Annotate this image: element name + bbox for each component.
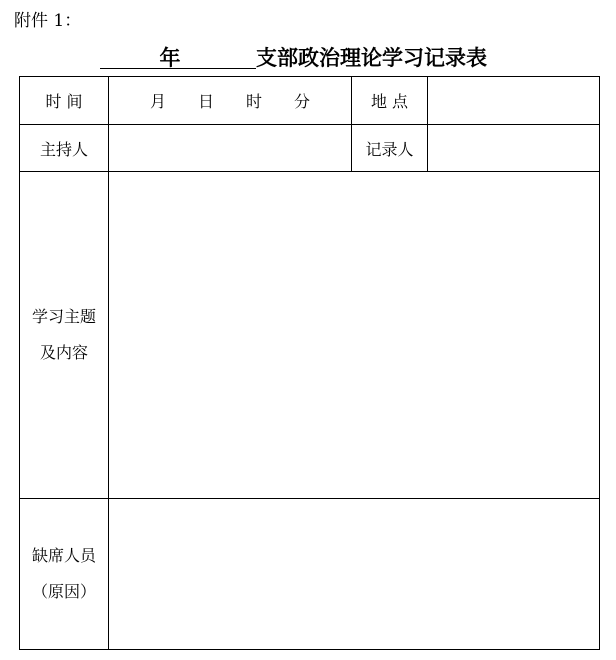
row-topic (20, 172, 600, 499)
topic-field[interactable] (109, 172, 600, 499)
row-absent (20, 499, 600, 650)
place-field[interactable] (428, 77, 600, 125)
recorder-label: 记录人 (352, 125, 428, 172)
absent-field[interactable] (109, 499, 600, 650)
year-blank[interactable] (100, 42, 256, 69)
attachment-label: 附件 1： (14, 11, 82, 31)
absent-label-line2: （原因） (31, 582, 96, 601)
row-host (20, 125, 600, 172)
page-title (100, 42, 540, 72)
topic-label (20, 172, 109, 499)
record-table (19, 76, 600, 650)
absent-label (20, 499, 109, 650)
place-label: 地 点 (352, 77, 428, 125)
time-label: 时 间 (20, 77, 109, 125)
row-time (20, 77, 600, 125)
year-label: 年 (159, 45, 181, 70)
date-field[interactable]: 月 日 时 分 (109, 77, 352, 125)
host-field[interactable] (109, 125, 352, 172)
host-label: 主持人 (20, 125, 109, 172)
topic-label-line2: 及内容 (39, 343, 88, 362)
absent-label-line1: 缺席人员 (31, 546, 96, 565)
topic-label-line1: 学习主题 (31, 307, 96, 326)
form-title: 支部政治理论学习记录表 (256, 45, 487, 70)
recorder-field[interactable] (428, 125, 600, 172)
